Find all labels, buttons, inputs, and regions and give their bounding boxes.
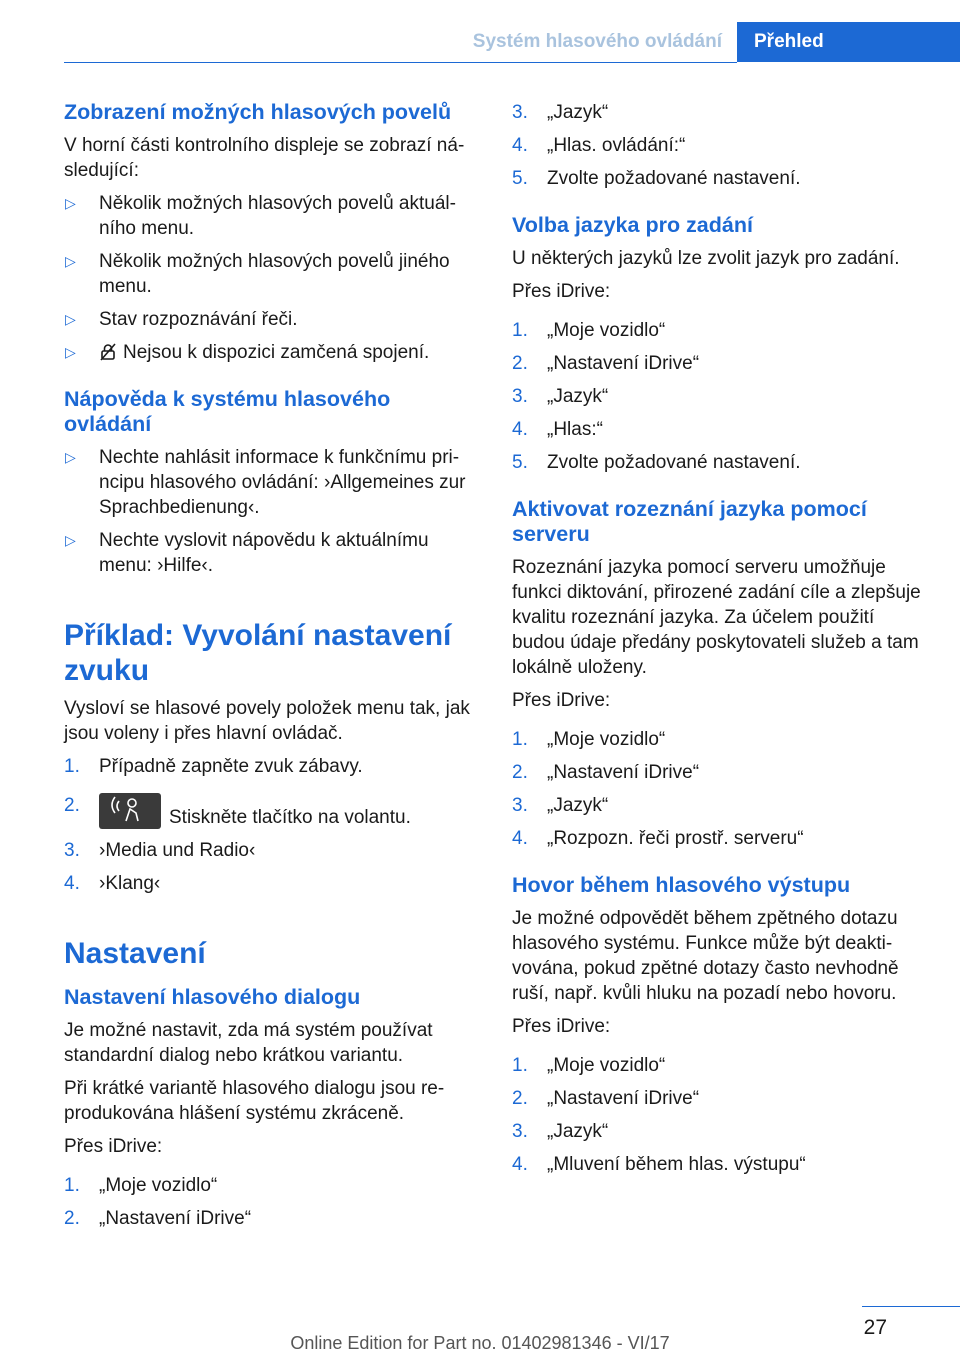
list-item: 4. ›Klang‹	[64, 873, 161, 894]
page-number: 27	[863, 1316, 887, 1339]
triangle-right-icon: ▷	[65, 311, 76, 327]
list-item: 4. „Rozpozn. řeči prostř. serveru“	[512, 828, 804, 849]
list-item: 4. „Hlas. ovládání:“	[512, 135, 686, 156]
list-item: ▷ Několik možných hlasových povelů aktuálního menu.	[65, 193, 456, 239]
list-item: 2. „Nastavení iDrive“	[64, 1208, 252, 1229]
list-item: 2. Stiskněte tlačítko na volantu.	[64, 795, 411, 828]
list-item: 4. „Hlas:“	[512, 419, 603, 440]
list-item: 3. ›Media und Radio‹	[64, 840, 256, 861]
list-item: 1. Případně zapněte zvuk zábavy.	[64, 756, 363, 777]
paragraph-call-2: Přes iDrive:	[512, 1016, 611, 1037]
paragraph-dialog-3: Přes iDrive:	[64, 1136, 163, 1157]
paragraph-language-2: Přes iDrive:	[512, 281, 611, 302]
list-item: 3. „Jazyk“	[512, 1121, 609, 1142]
help-list	[64, 445, 478, 578]
heading-example: Příklad: Vyvolání nastavení zvuku	[64, 619, 452, 687]
heading-help: Nápověda k systému hlasového ovládání	[64, 387, 391, 436]
heading-language: Volba jazyka pro zadání	[512, 213, 753, 237]
server-steps	[512, 727, 922, 851]
list-item: ▷ Několik možných hlasových povelů jiného menu.	[65, 251, 450, 297]
heading-dialog: Nastavení hlasového dialogu	[64, 985, 361, 1009]
language-steps	[512, 318, 922, 475]
paragraph-commands: V horní části kontrolního displeje se zobrazí následující:	[64, 135, 465, 181]
paragraph-dialog-1: Je možné nastavit, zda má systém používat standardní dialog nebo krátkou variantu.	[64, 1020, 433, 1066]
list-item: 5. Zvolte požadované nastavení.	[512, 452, 801, 473]
paragraph-server-2: Přes iDrive:	[512, 690, 611, 711]
list-item: ▷ Nechte vyslovit nápovědu k aktuálnímu menu: ›Hilfe‹.	[65, 530, 429, 576]
list-item: 2. „Nastavení iDrive“	[512, 353, 700, 374]
paragraph-server-1: Rozeznání jazyka pomocí serveru umožňuje funkci diktování, přirozené zadání cíle a zlepšuje kvalitu rozeznání jazyka. Za účelem použití budou údaje předány poskytovateli služeb a tam lokálně uloženy.	[512, 557, 921, 678]
list-item: 1. „Moje vozidlo“	[512, 729, 666, 750]
list-item: 4. „Mluvení během hlas. výstupu“	[512, 1154, 806, 1175]
list-item: 5. Zvolte požadované nastavení.	[512, 168, 801, 189]
heading-server: Aktivovat rozeznání jazyka pomocí serveru	[512, 497, 867, 546]
voice-command-button-icon	[99, 793, 161, 829]
list-item: 2. „Nastavení iDrive“	[512, 762, 700, 783]
heading-call: Hovor během hlasového výstupu	[512, 873, 851, 897]
triangle-right-icon: ▷	[65, 253, 76, 269]
commands-list	[64, 191, 478, 365]
right-column	[512, 100, 922, 1185]
footer-rule	[862, 1306, 960, 1307]
list-item: 2. „Nastavení iDrive“	[512, 1088, 700, 1109]
list-item: 3. „Jazyk“	[512, 795, 609, 816]
section-title: Systém hlasového ovládání	[472, 31, 722, 52]
list-item: 3. „Jazyk“	[512, 102, 609, 123]
paragraph-call-1: Je možné odpovědět během zpětného dotazu hlasového systému. Funkce může být deaktivována, pokud zpětné dotazy často nevhodně ruší, např. kvůli hluku na pozadí nebo hovoru.	[512, 908, 899, 1004]
edition-note: Online Edition for Part no. 01402981346 - VI/17	[290, 1333, 670, 1353]
heading-commands: Zobrazení možných hlasových povelů	[64, 100, 452, 124]
list-item: 3. „Jazyk“	[512, 386, 609, 407]
paragraph-dialog-2: Při krátké variantě hlasového dialogu jsou reprodukována hlášení systému zkráceně.	[64, 1078, 445, 1124]
example-steps	[64, 754, 478, 896]
list-item: 1. „Moje vozidlo“	[512, 1055, 666, 1076]
list-item: ▷ Nechte nahlásit informace k funkčnímu principu hlasového ovládání: ›Allgemeines zur Sprachbedienung‹.	[65, 447, 466, 518]
paragraph-language-1: U některých jazyků lze zvolit jazyk pro zadání.	[512, 248, 900, 269]
paragraph-example: Vysloví se hlasové povely položek menu tak, jak jsou voleny i přes hlavní ovládač.	[64, 698, 470, 744]
list-item: ▷ Stav rozpoznávání řeči.	[65, 309, 298, 330]
dialog-steps	[64, 1173, 478, 1231]
triangle-right-icon: ▷	[65, 532, 76, 548]
page-header	[0, 22, 960, 62]
heading-settings: Nastavení	[64, 937, 206, 970]
header-rule	[64, 62, 737, 63]
triangle-right-icon: ▷	[65, 449, 76, 465]
chapter-tab: Přehled	[737, 22, 960, 62]
list-item: 1. „Moje vozidlo“	[512, 320, 666, 341]
call-steps	[512, 1053, 922, 1177]
triangle-right-icon: ▷	[65, 344, 76, 360]
lock-crossed-icon	[99, 343, 117, 361]
list-item: ▷ Nejsou k dispozici zamčená spojení.	[65, 342, 430, 363]
left-column	[64, 100, 478, 1239]
triangle-right-icon: ▷	[65, 195, 76, 211]
list-item: 1. „Moje vozidlo“	[64, 1175, 218, 1196]
dialog-steps-continued	[512, 100, 922, 191]
